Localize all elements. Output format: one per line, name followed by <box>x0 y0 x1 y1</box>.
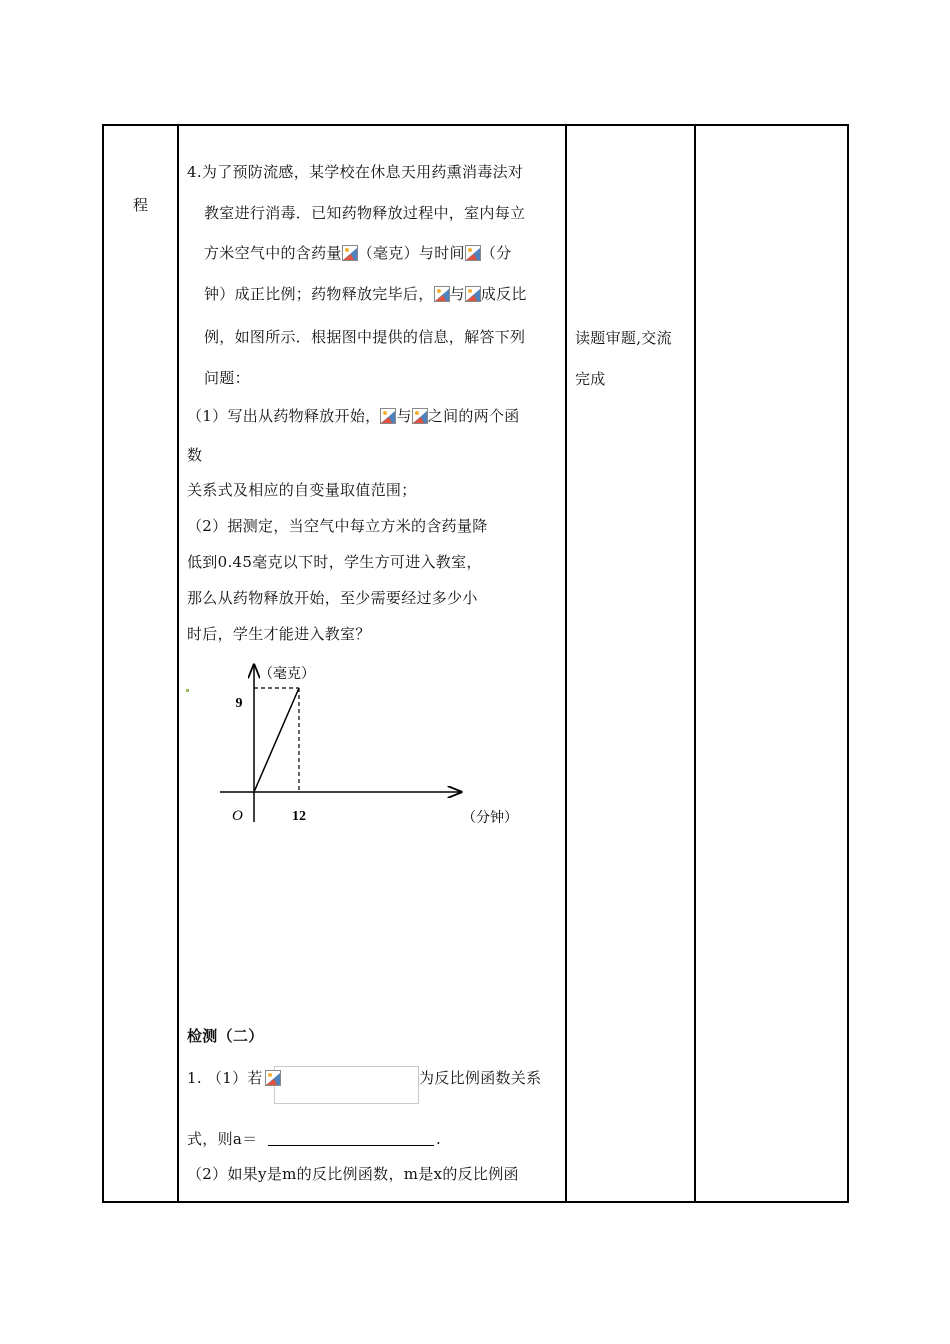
problem-line-3 <box>204 244 511 262</box>
broken-image-icon <box>434 286 450 302</box>
question-1-line-1 <box>187 407 520 425</box>
dose-increase-line <box>254 688 299 792</box>
q1-part-c: 之间的两个函 <box>427 407 520 425</box>
question-1-line-2: 数 <box>187 446 203 464</box>
problem-line-2: 教室进行消毒．已知药物释放过程中，室内每立 <box>204 204 526 222</box>
question-2-line-1: （2）据测定，当空气中每立方米的含药量降 <box>187 517 488 535</box>
table-divider-2 <box>565 124 567 1203</box>
x-tick-label: 12 <box>292 809 306 824</box>
problem-line-3c: （分 <box>480 244 512 262</box>
chart-svg <box>215 660 535 840</box>
broken-image-icon <box>465 286 481 302</box>
problem-line-3a: 方米空气中的含药量 <box>204 244 342 262</box>
stage-label: 程 <box>133 196 149 214</box>
table-border-right <box>847 124 849 1203</box>
stray-mark <box>186 689 189 692</box>
check-item-2: （2）如果y是m的反比例函数，m是x的反比例函 <box>187 1165 519 1183</box>
y-unit-label: （毫克） <box>259 666 315 682</box>
activity-line-2: 完成 <box>575 370 606 388</box>
section-heading: 检测（二） <box>187 1027 264 1045</box>
problem-line-4b: 与 <box>449 285 465 303</box>
broken-image-icon <box>380 408 396 424</box>
origin-label: O <box>232 808 243 824</box>
answer-blank[interactable] <box>268 1145 434 1146</box>
table-border-left <box>102 124 104 1203</box>
problem-line-3b: （毫克）与时间 <box>357 244 465 262</box>
table-top-border <box>102 124 849 126</box>
dose-time-chart <box>215 660 535 844</box>
problem-line-1: 4.为了预防流感，某学校在休息天用药熏消毒法对 <box>187 163 524 181</box>
problem-line-6: 问题： <box>204 369 250 387</box>
item1-prefix: 1. （1）若 <box>187 1069 263 1087</box>
broken-image-icon <box>265 1070 281 1086</box>
problem-line-4c: 成反比 <box>480 285 527 303</box>
table-divider-3 <box>694 124 696 1203</box>
question-2-line-4: 时后，学生才能进入教室？ <box>187 625 371 643</box>
activity-line-1: 读题审题,交流 <box>575 329 672 347</box>
q1-part-a: （1）写出从药物释放开始， <box>187 407 381 425</box>
check-item-1-line-2a: 式，则a＝ <box>187 1130 258 1148</box>
table-bottom-border <box>102 1201 849 1203</box>
broken-image-icon <box>465 245 481 261</box>
broken-image-icon <box>412 408 428 424</box>
x-unit-label: （分钟） <box>462 810 518 826</box>
formula-image-frame <box>274 1066 419 1104</box>
y-tick-label: 9 <box>235 696 243 711</box>
problem-line-4 <box>204 285 527 303</box>
question-1-line-3: 关系式及相应的自变量取值范围； <box>187 481 417 499</box>
q1-part-b: 与 <box>396 407 412 425</box>
problem-line-4a: 钟）成正比例；药物释放完毕后， <box>204 285 434 303</box>
check-item-1-line-1 <box>187 1069 281 1087</box>
problem-line-5: 例，如图所示．根据图中提供的信息，解答下列 <box>204 328 526 346</box>
item1-suffix: 为反比例函数关系 <box>419 1069 542 1087</box>
table-divider-1 <box>177 124 179 1203</box>
broken-image-icon <box>342 245 358 261</box>
check-item-1-line-2b: . <box>436 1130 442 1148</box>
question-2-line-3: 那么从药物释放开始，至少需要经过多少小 <box>187 589 478 607</box>
question-2-line-2: 低到0.45毫克以下时，学生方可进入教室， <box>187 553 482 571</box>
